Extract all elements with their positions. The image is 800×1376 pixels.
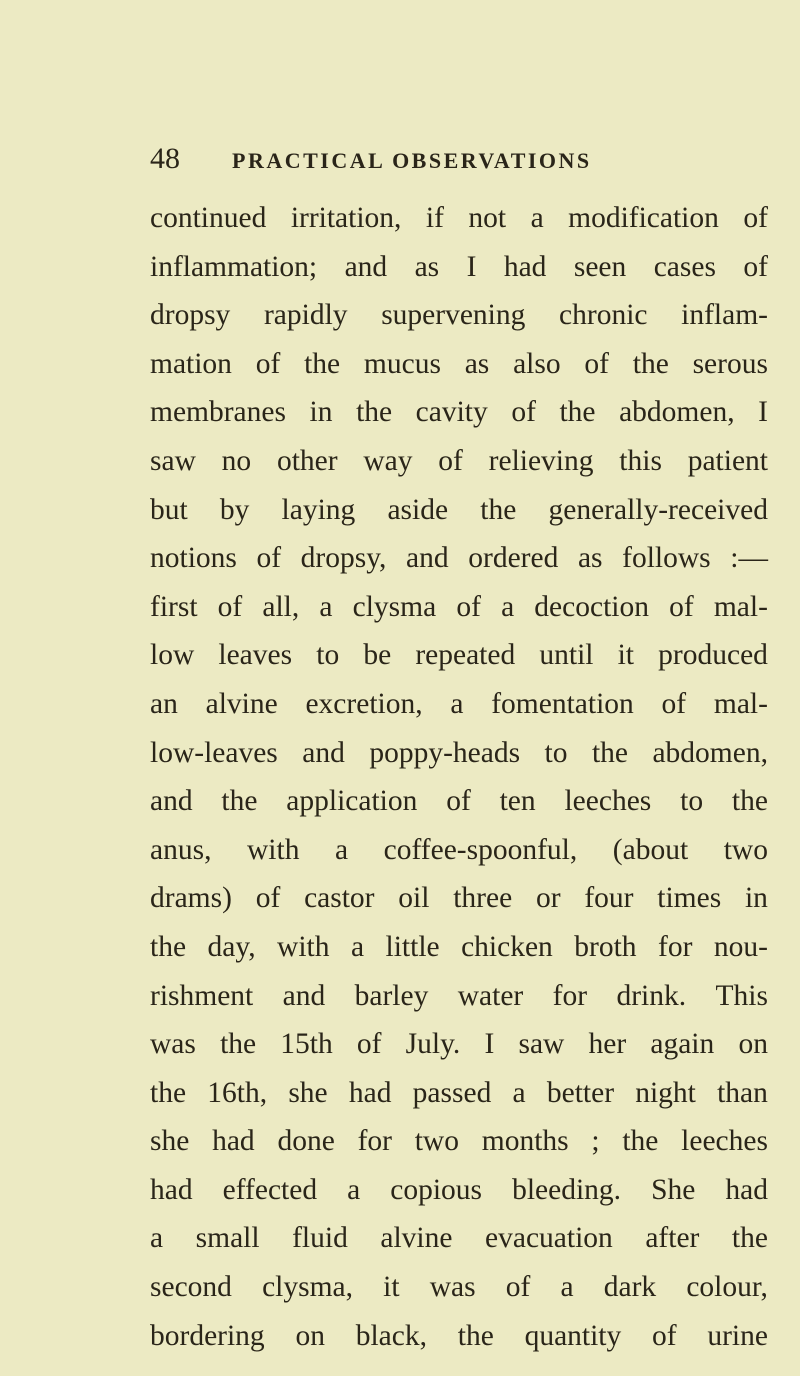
word: of (584, 347, 609, 380)
text-line (150, 729, 768, 778)
word: of (652, 1319, 677, 1352)
word: and (406, 542, 449, 575)
word: bleeding. (512, 1173, 622, 1206)
running-title: PRACTICAL OBSERVATIONS (232, 148, 592, 173)
word: rapidly (263, 299, 348, 332)
word: passed (412, 1076, 492, 1109)
word: castor (304, 882, 375, 915)
word: the (632, 347, 669, 380)
text-line (150, 583, 768, 632)
word: the (622, 1125, 659, 1158)
text-line (150, 340, 768, 389)
word: was (150, 1028, 196, 1061)
word: for (552, 979, 588, 1012)
word: she (288, 1076, 328, 1109)
word: times (657, 882, 722, 915)
text-line (150, 1069, 768, 1118)
word: inflam- (681, 299, 768, 332)
word: low-leaves (150, 736, 278, 769)
word: had (503, 250, 547, 283)
word: with (247, 833, 300, 866)
word: first (150, 590, 198, 623)
word: clysma (352, 590, 437, 623)
word: the (731, 785, 768, 818)
word: way (363, 444, 413, 477)
page-number: 48 (150, 142, 180, 175)
word: chronic (559, 299, 648, 332)
word: abdomen, (652, 736, 768, 769)
word: after (645, 1222, 700, 1255)
word: other (276, 444, 338, 477)
word: urine (707, 1319, 768, 1352)
word: ordered (468, 542, 559, 575)
word: on (738, 1028, 768, 1061)
text-line (150, 486, 768, 535)
word: an (150, 687, 178, 720)
word: if (425, 202, 444, 234)
word: of (661, 687, 687, 720)
text-line (150, 1214, 768, 1263)
word: laying (281, 493, 356, 526)
word: oil (398, 882, 430, 915)
word: to (680, 785, 704, 818)
word: her (588, 1028, 627, 1061)
word: alvine (205, 687, 278, 720)
word: of (255, 347, 281, 380)
word: bordering (150, 1319, 265, 1352)
word: had (725, 1173, 768, 1206)
word: This (715, 979, 768, 1012)
word: cavity (415, 396, 488, 429)
word: poppy-heads (369, 736, 521, 769)
word: rishment (150, 979, 254, 1012)
word: a (347, 1173, 361, 1206)
word: ten (499, 785, 536, 818)
word: chicken (461, 930, 553, 963)
word: I (484, 1028, 495, 1061)
word: small (195, 1222, 260, 1255)
word: better (546, 1076, 615, 1109)
word: a (335, 833, 349, 866)
word: patient (687, 444, 768, 477)
word: but (150, 493, 188, 526)
word: the (304, 347, 341, 380)
word: of (505, 1271, 531, 1304)
text-line (150, 972, 768, 1021)
word: serous (692, 347, 768, 380)
word: black, (355, 1319, 427, 1352)
word: it (383, 1271, 400, 1304)
word: until (539, 639, 594, 672)
word: modification (568, 202, 719, 234)
word: night (635, 1076, 696, 1109)
word: the (457, 1319, 494, 1352)
word: repeated (415, 639, 516, 672)
text-line (150, 874, 768, 923)
word: was (429, 1271, 476, 1304)
word: a (501, 590, 515, 623)
word: anus, (150, 833, 212, 866)
word: leeches (564, 785, 652, 818)
word: dark (603, 1271, 657, 1304)
word: water (457, 979, 524, 1012)
word: the (150, 930, 187, 963)
word: mation (150, 347, 232, 380)
word: :— (730, 542, 768, 575)
word: supervening (381, 299, 526, 332)
word: it (617, 639, 635, 672)
word: broth (574, 930, 637, 963)
text-line (150, 923, 768, 972)
word: to (316, 639, 340, 672)
text-line (150, 291, 768, 340)
word: drams) (150, 882, 232, 915)
text-line (150, 631, 768, 680)
word: drink. (616, 979, 687, 1012)
word: generally-received (548, 493, 768, 526)
word: three (453, 882, 513, 915)
word: of (356, 1028, 382, 1061)
word: the (559, 396, 596, 429)
word: in (744, 882, 768, 915)
word: fluid (292, 1222, 348, 1255)
word: or (535, 882, 561, 915)
word: four (584, 882, 634, 915)
word: day, (207, 930, 256, 963)
word: and (302, 736, 345, 769)
word: had (348, 1076, 392, 1109)
word: a (150, 1222, 164, 1255)
word: this (619, 444, 662, 477)
word: barley (354, 979, 429, 1012)
text-line (150, 1117, 768, 1166)
word: as (577, 542, 603, 575)
word: than (717, 1076, 768, 1109)
word: a (530, 202, 544, 234)
body-text (150, 194, 768, 1360)
word: two (414, 1125, 459, 1158)
word: decoction (534, 590, 649, 623)
word: not (468, 202, 507, 234)
word: irritation, (290, 202, 402, 234)
page-header (150, 142, 770, 182)
word: a (350, 930, 365, 963)
word: ; (591, 1125, 600, 1158)
word: cases (653, 250, 716, 283)
word: aside (387, 493, 449, 526)
word: for (658, 930, 693, 963)
word: excretion, (305, 687, 423, 720)
word: colour, (686, 1271, 768, 1304)
word: effected (222, 1173, 318, 1206)
word: the (480, 493, 517, 526)
word: seen (573, 250, 627, 283)
word: produced (658, 639, 768, 672)
word: (about (612, 833, 689, 866)
word: leeches (681, 1125, 768, 1158)
word: follows (622, 542, 711, 575)
text-line (150, 388, 768, 437)
word: quantity (524, 1319, 622, 1352)
word: clysma, (262, 1271, 354, 1304)
text-line (150, 243, 768, 292)
word: dropsy (150, 299, 231, 332)
word: of (446, 785, 471, 818)
word: a (560, 1271, 574, 1304)
word: and (282, 979, 326, 1012)
word: abdomen, (619, 396, 735, 429)
word: of (438, 444, 463, 477)
word: alvine (380, 1222, 453, 1255)
text-line (150, 1166, 768, 1215)
word: July. (405, 1028, 461, 1061)
word: with (277, 930, 330, 963)
word: the (150, 1076, 187, 1109)
word: of (456, 590, 481, 623)
word: of (217, 590, 243, 623)
word: a (450, 687, 464, 720)
word: of (669, 590, 694, 623)
word: as (414, 250, 440, 283)
word: in (309, 396, 333, 429)
word: a (319, 590, 333, 623)
word: done (277, 1125, 335, 1158)
word: nou- (713, 930, 768, 963)
word: of (255, 882, 281, 915)
word: mal- (713, 687, 768, 720)
word: for (357, 1125, 392, 1158)
word: by (219, 493, 250, 526)
word: of (743, 250, 768, 283)
word: 15th (280, 1028, 333, 1061)
word: mal- (713, 590, 768, 623)
word: I (466, 250, 477, 283)
word: of (511, 396, 536, 429)
word: two (723, 833, 768, 866)
word: the (221, 785, 258, 818)
word: fomentation (491, 687, 634, 720)
word: I (758, 396, 768, 429)
word: of (256, 542, 282, 575)
word: she (150, 1125, 190, 1158)
word: to (544, 736, 568, 769)
word: 16th, (207, 1076, 268, 1109)
word: dropsy, (300, 542, 387, 575)
word: membranes (150, 396, 286, 429)
text-line (150, 1312, 768, 1361)
word: had (212, 1125, 255, 1158)
word: She (651, 1173, 696, 1206)
word: evacuation (485, 1222, 613, 1255)
word: notions (150, 542, 237, 575)
text-line (150, 680, 768, 729)
word: as (464, 347, 490, 380)
text-line (150, 1263, 768, 1312)
word: no (221, 444, 252, 477)
word: be (363, 639, 392, 672)
word: months (481, 1125, 569, 1158)
word: coffee-spoonful, (383, 833, 578, 866)
text-line (150, 437, 768, 486)
word: and (150, 785, 193, 818)
word: of (743, 202, 768, 234)
text-line (150, 194, 768, 243)
word: again (650, 1028, 715, 1061)
word: mucus (363, 347, 441, 380)
word: relieving (488, 444, 594, 477)
text-line (150, 826, 768, 875)
word: a (512, 1076, 526, 1109)
word: the (591, 736, 628, 769)
word: low (150, 639, 195, 672)
word: on (295, 1319, 325, 1352)
word: inflammation; (150, 250, 318, 283)
word: had (150, 1173, 193, 1206)
word: the (220, 1028, 257, 1061)
word: second (150, 1271, 232, 1304)
word: all, (262, 590, 300, 623)
word: copious (390, 1173, 483, 1206)
word: leaves (218, 639, 293, 672)
word: also (513, 347, 561, 380)
text-line (150, 534, 768, 583)
word: continued (150, 202, 267, 234)
text-line (150, 1020, 768, 1069)
word: the (356, 396, 393, 429)
text-line (150, 777, 768, 826)
word: saw (150, 444, 196, 477)
word: saw (518, 1028, 565, 1061)
word: application (286, 785, 418, 818)
word: and (344, 250, 388, 283)
word: little (385, 930, 440, 963)
word: the (731, 1222, 768, 1255)
